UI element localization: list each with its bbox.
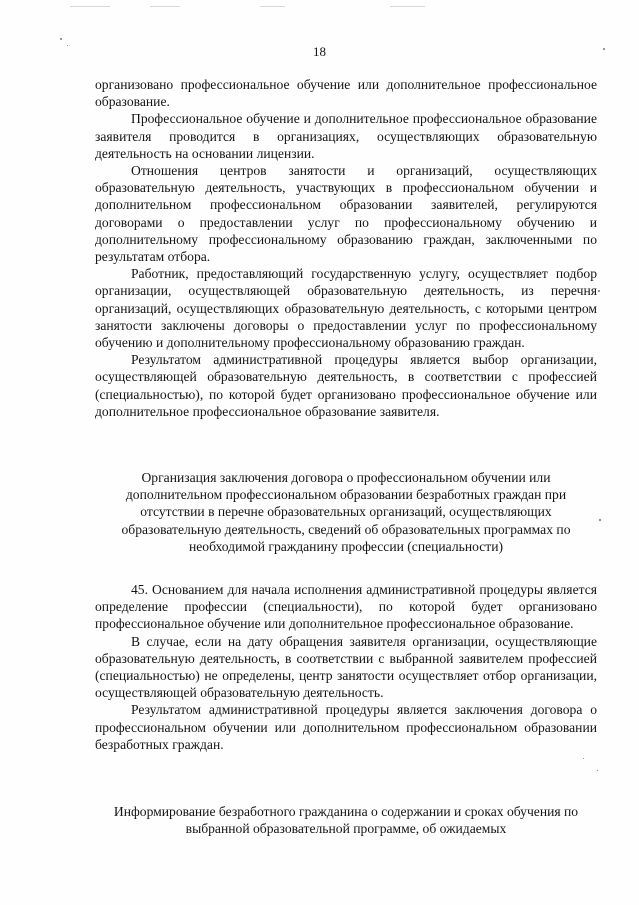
paragraph: Результатом административной процедуры является заключения договора о профессиональном обучении или дополнительном профессиональном образовании безработных граждан. [95,702,597,752]
paragraph: В случае, если на дату обращения заявителя организации, осуществляющие образовательную деятельность, в соответствии с выбранной заявителем профессией (специальностью) не определены, центр занятости осуществляет отбор организации, осуществляющей образовательную деятельность. [95,633,597,701]
section-heading: Организация заключения договора о профессиональном обучении или дополнительном профессиональном образовании безработных граждан при отсутствии в перечне образовательных организаций, осуществляющих образовательную деятельность, сведений об образовательных программах по необходимой гражданину профессии (специальности) [121,470,571,554]
page-number: 18 [313,44,326,59]
paragraph: Профессиональное обучение и дополнительное профессиональное образование заявителя проводится в организациях, осуществляющих образовательную деятельность на основании лицензии. [95,111,597,161]
paragraph: Отношения центров занятости и организаций, осуществляющих образовательную деятельность, участвующих в профессиональном обучении и дополнительном профессиональном образовании заявителей, регулируются договорами о предоставлении услуг по профессиональному обучению и дополнительному профессиональному образованию граждан, заключенными по результатам отбора. [95,163,597,265]
scan-artifact [390,6,425,7]
scan-artifact [70,6,110,7]
scan-speck [599,519,601,521]
paragraph: Работник, предоставляющий государственную услугу, осуществляет подбор организации, осуществляющей образовательную деятельность, из перечня организаций, осуществляющих образовательную деятельность, с которыми центром занятости заключены договоры о предоставлении услуг по профессиональному обучению и дополнительному профессиональному образованию граждан. [95,266,597,351]
paragraph: организовано профессиональное обучение или дополнительное профессиональное образование. [95,77,597,110]
scan-artifact [150,6,180,7]
paragraph: 45. Основанием для начала исполнения административной процедуры является определение профессии (специальности), по которой будет организовано профессиональное обучение или дополнительное профессиональное образование. [95,582,597,632]
scan-speck [583,758,584,759]
section-contract-text [95,581,597,753]
scan-speck [598,290,600,292]
scan-speck [597,770,598,771]
section-selection-text [95,76,597,420]
paragraph: Результатом административной процедуры является выбор организации, осуществляющей образовательную деятельность, в соответствии с профессией (специальностью), по которой будет организовано профессиональное обучение или дополнительное профессиональное образование заявителя. [95,352,597,419]
scan-speck [60,38,62,40]
scan-artifact [260,6,285,7]
section-heading: Информирование безработного гражданина о содержании и сроках обучения по выбранной образовательной программе, об ожидаемых [113,804,579,837]
